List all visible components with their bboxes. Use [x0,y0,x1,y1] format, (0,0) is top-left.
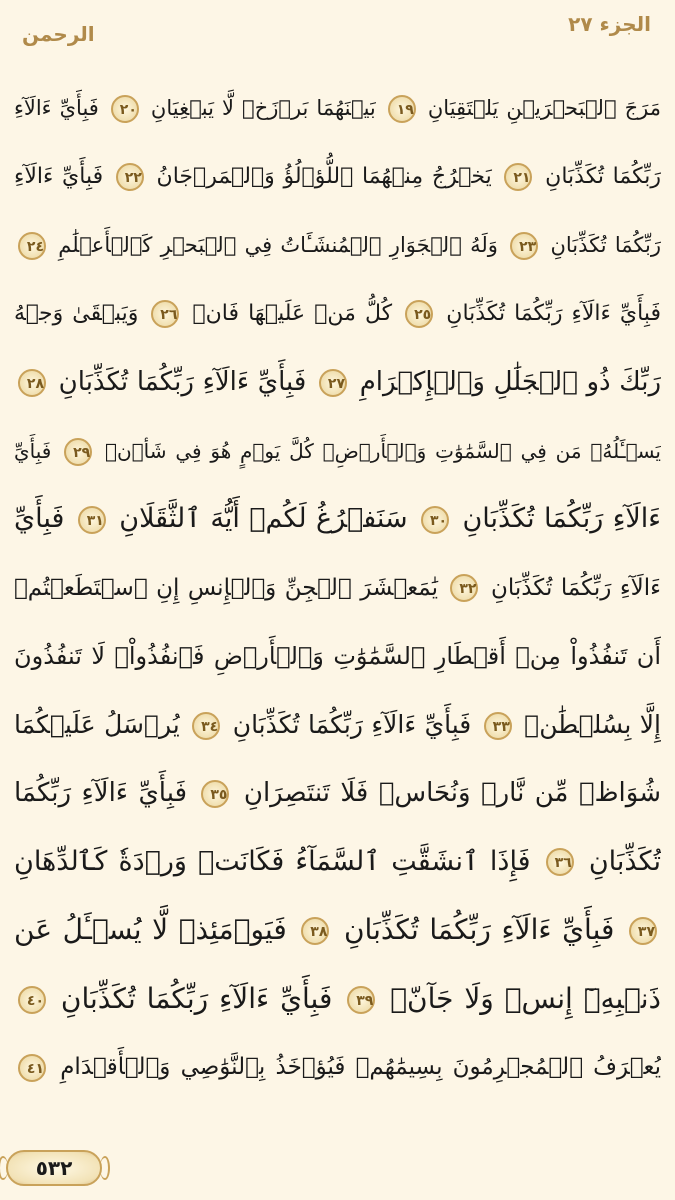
page-header [0,0,675,60]
verse-text: تُكَذِّبَانِ [588,845,661,877]
ayah-number-marker: ٢٥ [405,300,433,328]
verse-text: فَبِأَيِّ [14,438,52,463]
verse-line [14,562,661,631]
verse-text: فَبِأَيِّ ءَالَآءِ رَبِّكُمَا [14,778,187,808]
verse-text: سَنَفۡرُغُ لَكُمۡ أَيُّهَ ٱلثَّقَلَانِ [119,503,408,534]
verse-line [14,973,661,1042]
verse-text: فَبِأَيِّ [14,503,65,534]
verse-text: ذَنۢبِهِۦٓ إِنسٞ وَلَا جَآنّٞ [390,981,661,1015]
verse-line [14,699,661,768]
ayah-number-marker: ٢٠ [111,95,139,123]
ayah-number-marker: ٣٢ [450,574,478,602]
verse-text: فَبِأَيِّ ءَالَآءِ [14,163,104,189]
verse-line [14,425,661,494]
verse-text: أَن تَنفُذُواْ مِنۡ أَقۡطَارِ ٱلسَّمَٰوَٰتِ وَٱلۡأَرۡضِ فَٱنفُذُواْۚ لَا تَنفُذُونَ [14,642,661,670]
ayah-number-marker: ٤١ [18,1054,46,1082]
ayah-number-marker: ٣٧ [629,917,657,945]
verse-text: رَبِّكُمَا تُكَذِّبَانِ [545,163,661,189]
verse-text: وَلَهُ ٱلۡجَوَارِ ٱلۡمُنشَـَٔاتُ فِي ٱلۡبَحۡرِ كَٱلۡأَعۡلَٰمِ [58,233,498,257]
ayah-number-marker: ٣٥ [201,780,229,808]
verse-text: فَبِأَيِّ ءَالَآءِ رَبِّكُمَا تُكَذِّبَانِ [232,709,472,739]
verse-text: يُرۡسَلُ عَلَيۡكُمَا [14,709,180,739]
quran-text-area [14,82,661,1110]
surah-name: الرحمن [22,22,95,46]
verse-text: يَسۡـَٔلُهُۥ مَن فِي ٱلسَّمَٰوَٰتِ وَٱلۡأَرۡضِۚ كُلَّ يَوۡمٍ هُوَ فِي شَأۡنٖ [104,438,661,463]
verse-text: فَبِأَيِّ ءَالَآءِ رَبِّكُمَا تُكَذِّبَانِ [446,300,661,326]
verse-text: بَيۡنَهُمَا بَرۡزَخٞ لَّا يَبۡغِيَانِ [150,96,376,120]
verse-text: يَٰمَعۡشَرَ ٱلۡجِنِّ وَٱلۡإِنسِ إِنِ ٱسۡتَطَعۡتُمۡ [14,574,438,601]
ayah-number-marker: ٢٨ [18,369,46,397]
ayah-number-marker: ٢٢ [116,163,144,191]
ayah-number-marker: ٣٤ [192,712,220,740]
ayah-number-marker: ١٩ [388,95,416,123]
ayah-number-marker: ٢٦ [151,300,179,328]
verse-text: ءَالَآءِ رَبِّكُمَا تُكَذِّبَانِ [490,574,661,601]
verse-line [14,836,661,905]
verse-text: فَبِأَيِّ ءَالَآءِ رَبِّكُمَا تُكَذِّبَانِ [58,367,307,397]
verse-text: رَبِّكَ ذُو ٱلۡجَلَٰلِ وَٱلۡإِكۡرَامِ [359,367,661,397]
page-number-badge: ٥٣٢ [6,1150,102,1186]
verse-line [14,493,661,562]
verse-line [14,1041,661,1110]
juz-label: الجزء ٢٧ [568,12,651,36]
verse-line [14,630,661,699]
ayah-number-marker: ٢٤ [18,232,46,260]
verse-text: فَيَوۡمَئِذٖ لَّا يُسۡـَٔلُ عَن [14,913,287,946]
ayah-number-marker: ٢٣ [510,232,538,260]
verse-line [14,151,661,220]
ayah-number-marker: ٣٣ [484,712,512,740]
verse-text: فَبِأَيِّ ءَالَآءِ رَبِّكُمَا تُكَذِّبَانِ [60,981,333,1015]
verse-line [14,904,661,973]
verse-line [14,356,661,425]
verse-text: يَخۡرُجُ مِنۡهُمَا ٱللُّؤۡلُؤُ وَٱلۡمَرۡجَانُ [156,163,492,189]
verse-text: يُعۡرَفُ ٱلۡمُجۡرِمُونَ بِسِيمَٰهُمۡ فَيُؤۡخَذُ بِٱلنَّوَٰصِي وَٱلۡأَقۡدَامِ [60,1054,661,1080]
ayah-number-marker: ٣٨ [301,917,329,945]
verse-text: وَيَبۡقَىٰ وَجۡهُ [14,300,139,326]
verse-line [14,288,661,357]
verse-text: فَإِذَا ٱنشَقَّتِ ٱلسَّمَآءُ فَكَانَتۡ وَرۡدَةٗ كَٱلدِّهَانِ [14,845,531,877]
verse-text: شُوَاظٞ مِّن نَّارٖ وَنُحَاسٞ فَلَا تَنتَصِرَانِ [243,778,661,808]
verse-text: مَرَجَ ٱلۡبَحۡرَيۡنِ يَلۡتَقِيَانِ [427,96,661,120]
verse-text: إِلَّا بِسُلۡطَٰنٖ [524,709,661,739]
ayah-number-marker: ٢٩ [64,438,92,466]
ayah-number-marker: ٣٠ [421,506,449,534]
verse-text: فَبِأَيِّ ءَالَآءِ [14,96,99,120]
verse-text: رَبِّكُمَا تُكَذِّبَانِ [550,233,661,257]
ayah-number-marker: ٢١ [504,163,532,191]
ayah-number-marker: ٣٩ [347,986,375,1014]
ayah-number-marker: ٣١ [78,506,106,534]
verse-text: ءَالَآءِ رَبِّكُمَا تُكَذِّبَانِ [462,503,661,534]
verse-line [14,767,661,836]
verse-line [14,219,661,288]
verse-text: كُلُّ مَنۡ عَلَيۡهَا فَانٖ [192,300,393,326]
ayah-number-marker: ٣٦ [546,848,574,876]
verse-line [14,82,661,151]
ayah-number-marker: ٤٠ [18,986,46,1014]
verse-text: فَبِأَيِّ ءَالَآءِ رَبِّكُمَا تُكَذِّبَانِ [343,913,615,946]
ayah-number-marker: ٢٧ [319,369,347,397]
